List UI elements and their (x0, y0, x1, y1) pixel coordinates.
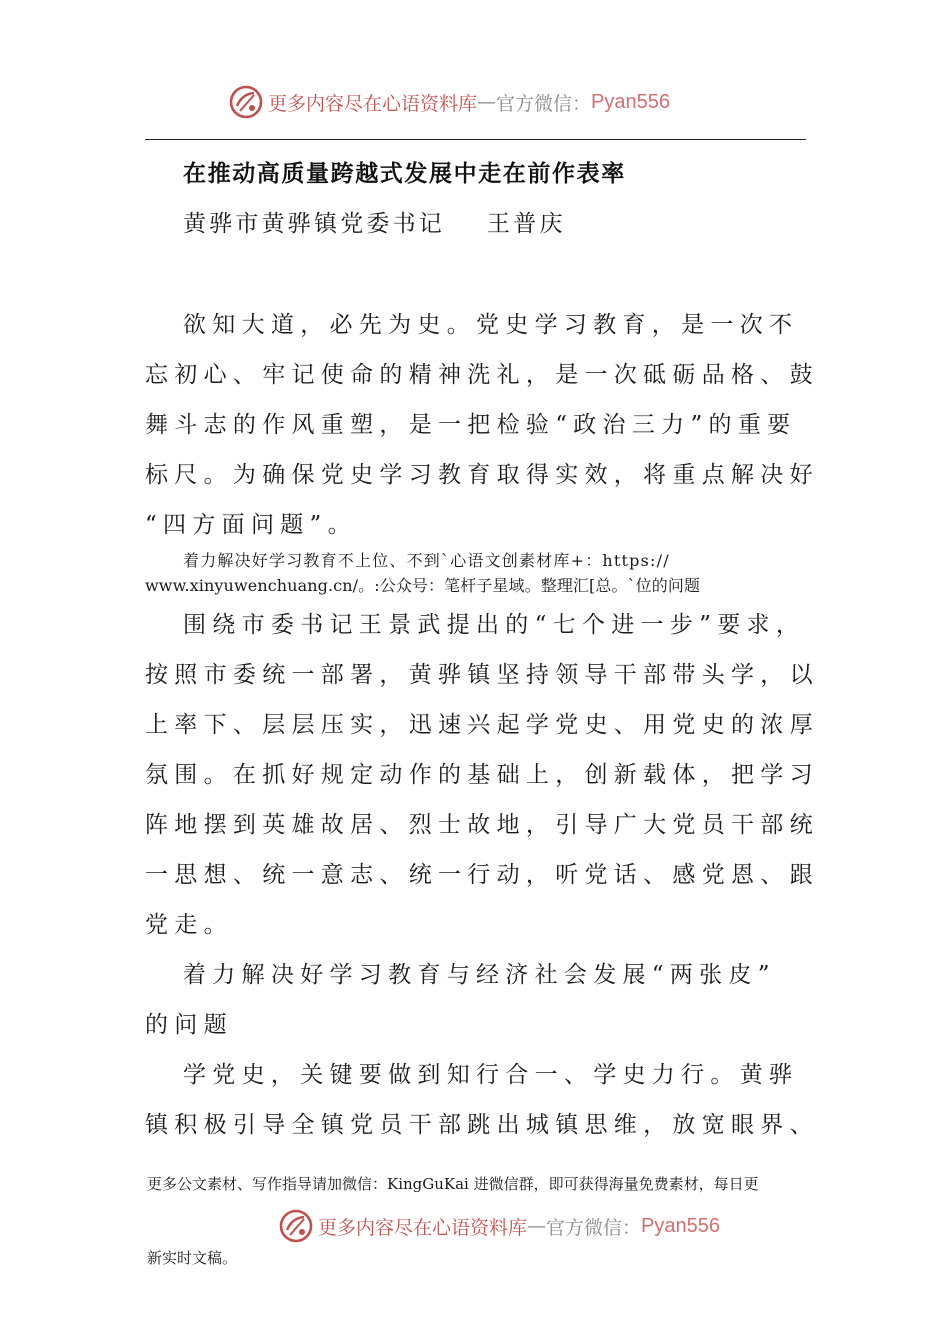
footer-note: 更多公文素材、写作指导请加微信：KingGuKai 进微信群，即可获得海量免费素材，每日更 (147, 1175, 759, 1193)
footer-watermark (278, 1208, 720, 1244)
header-watermark (228, 84, 670, 120)
paragraph-line: 阵地摆到英雄故居、烈士故地，引导广大党员干部统 (145, 812, 819, 838)
seal-logo-icon (278, 1208, 314, 1244)
paragraph-line: 镇积极引导全镇党员干部跳出城镇思维，放宽眼界、 (145, 1112, 819, 1138)
paragraph-line: 舞斗志的作风重塑，是一把检验“政治三力”的重要 (145, 412, 797, 438)
article-byline: 黄骅市黄骅镇党委书记 王普庆 (183, 211, 566, 237)
section-heading-1-cont: www.xinyuwenchuang.cn/。:公众号：笔杆子星域。整理汇[总。`位的问题 (145, 576, 701, 595)
watermark-text: 更多内容尽在心语资料库 (268, 92, 478, 115)
paragraph-line: 按照市委统一部署，黄骅镇坚持领导干部带头学，以 (145, 662, 819, 688)
paragraph-line: 党走。 (145, 912, 233, 938)
paragraph-line: 忘初心、牢记使命的精神洗礼，是一次砥砺品格、鼓 (145, 362, 819, 388)
paragraph-line: 标尺。为确保党史学习教育取得实效，将重点解决好 (145, 462, 819, 488)
paragraph-line: “四方面问题”。 (145, 512, 357, 538)
header-divider (145, 139, 806, 140)
paragraph-line: 围绕市委书记王景武提出的“七个进一步”要求， (183, 612, 806, 638)
paragraph-line: 学党史，关键要做到知行合一、学史力行。黄骅 (183, 1062, 799, 1088)
paragraph-line: 氛围。在抓好规定动作的基础上，创新载体，把学习 (145, 762, 819, 788)
watermark-wechat-label: 官方微信： (496, 92, 592, 115)
article-title: 在推动高质量跨越式发展中走在前作表率 (183, 161, 626, 187)
section-heading-2: 着力解决好学习教育与经济社会发展“两张皮” (183, 962, 776, 988)
watermark-text: 更多内容尽在心语资料库 (318, 1216, 528, 1239)
paragraph-line: 一思想、统一意志、统一行动，听党话、感党恩、跟 (145, 862, 819, 888)
paragraph-line: 欲知大道，必先为史。党史学习教育，是一次不 (183, 312, 799, 338)
footer-note-cont: 新实时文稿。 (147, 1249, 238, 1267)
watermark-separator: — (527, 1215, 547, 1237)
section-heading-1: 着力解决好学习教育不上位、不到`心语文创素材库+：https:// (183, 551, 670, 570)
section-heading-2-cont: 的问题 (145, 1012, 233, 1038)
watermark-wechat-id: Pyan556 (641, 1214, 720, 1237)
seal-logo-icon (228, 84, 264, 120)
paragraph-line: 上率下、层层压实，迅速兴起学党史、用党史的浓厚 (145, 712, 819, 738)
watermark-separator: — (477, 91, 497, 113)
watermark-wechat-label: 官方微信： (546, 1216, 642, 1239)
watermark-wechat-id: Pyan556 (591, 90, 670, 113)
